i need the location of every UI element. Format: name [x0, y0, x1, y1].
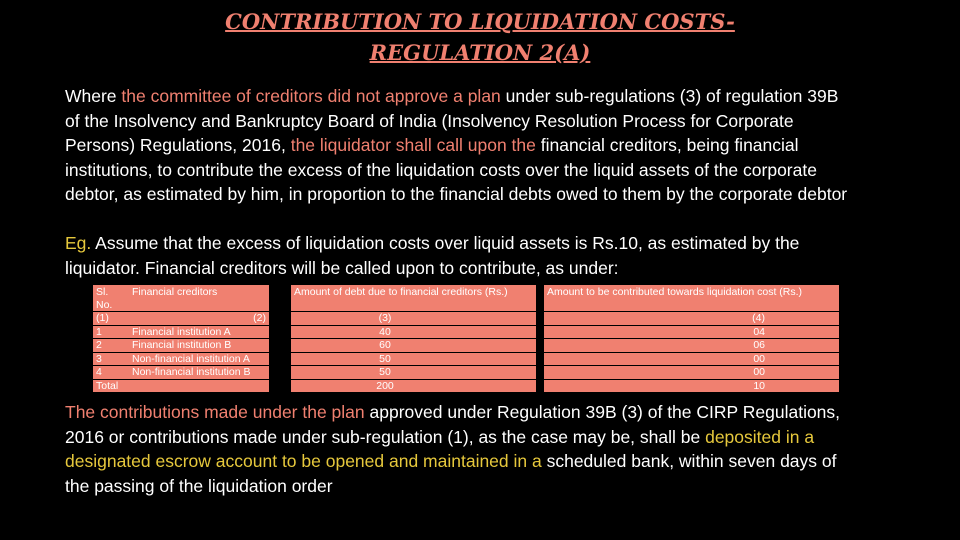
- title-line-2: REGULATION 2(A): [369, 40, 591, 65]
- row-creditor: Non-financial institution A: [129, 352, 269, 366]
- row-creditor: Non-financial institution B: [129, 366, 269, 380]
- header-financial-creditors: Financial creditors: [129, 285, 269, 312]
- row-sl: 2: [93, 339, 129, 353]
- row-contribution: 00: [544, 366, 839, 380]
- para1-text-1: Where: [65, 86, 122, 106]
- total-debt: 200: [291, 379, 536, 393]
- row-sl: 3: [93, 352, 129, 366]
- row-debt: 60: [291, 339, 536, 353]
- table-row: [93, 325, 839, 339]
- para1-highlight-2: the liquidator shall call upon the: [290, 135, 536, 155]
- total-label: Total: [93, 379, 129, 393]
- para2-highlight-eg: Eg.: [65, 233, 92, 253]
- row-contribution: 04: [544, 325, 839, 339]
- table-total-row: [93, 379, 839, 393]
- row-debt: 50: [291, 366, 536, 380]
- header-amount-to-contribute: Amount to be contributed towards liquidation cost (Rs.): [544, 285, 839, 312]
- header-sl-no: Sl. No.: [93, 285, 129, 312]
- row-debt: 50: [291, 352, 536, 366]
- row-creditor: Financial institution A: [129, 325, 269, 339]
- title-line-1: CONTRIBUTION TO LIQUIDATION COSTS-: [225, 9, 735, 34]
- para3-text-2: scheduled bank, within seven days of the passing of the liquidation order: [65, 451, 837, 496]
- paragraph-example: [65, 231, 855, 280]
- table-row: [93, 366, 839, 380]
- para3-highlight-1: The contributions made under the plan: [65, 402, 365, 422]
- row-debt: 40: [291, 325, 536, 339]
- subheader-4: (4): [544, 312, 839, 326]
- subheader-1: (1): [93, 312, 129, 326]
- table-subheader-row: [93, 312, 839, 326]
- total-contribution: 10: [544, 379, 839, 393]
- header-amount-of-debt: Amount of debt due to financial creditors (Rs.): [291, 285, 536, 312]
- para2-text: Assume that the excess of liquidation costs over liquid assets is Rs.10, as estimated by the liquidator. Financial creditors will be called upon to contribute, as under:: [65, 233, 800, 278]
- row-sl: 1: [93, 325, 129, 339]
- subheader-3: (3): [291, 312, 536, 326]
- para3-text-1: approved under Regulation 39B (3) of the CIRP Regulations, 2016 or contributions made under sub-regulation (1), as the case may be, shall be: [65, 402, 841, 447]
- row-sl: 4: [93, 366, 129, 380]
- contribution-table: [93, 285, 839, 393]
- slide-title: [0, 6, 960, 68]
- row-creditor: Financial institution B: [129, 339, 269, 353]
- table-row: [93, 339, 839, 353]
- para1-highlight-1: the committee of creditors did not approve a plan: [121, 86, 501, 106]
- para3-highlight-yellow: deposited in a designated escrow account to be opened and maintained in a: [65, 426, 815, 471]
- paragraph-regulation: [65, 84, 855, 207]
- table-row: [93, 352, 839, 366]
- subheader-2: (2): [129, 312, 269, 326]
- table-header-row: [93, 285, 839, 312]
- total-creditor: [129, 379, 269, 393]
- para1-text-2: under sub-regulations (3) of regulation 39B of the Insolvency and Bankruptcy Board of India (Insolvency Resolution Process for Corporate Persons) Regulations, 2016,: [65, 86, 839, 155]
- paragraph-escrow: [65, 400, 855, 498]
- para1-text-3: financial creditors, being financial institutions, to contribute the excess of the liquidation costs over the liquid assets of the corporate debtor, as estimated by him, in proportion to the financial debts owed to them by the corporate debtor: [65, 135, 848, 204]
- row-contribution: 00: [544, 352, 839, 366]
- row-contribution: 06: [544, 339, 839, 353]
